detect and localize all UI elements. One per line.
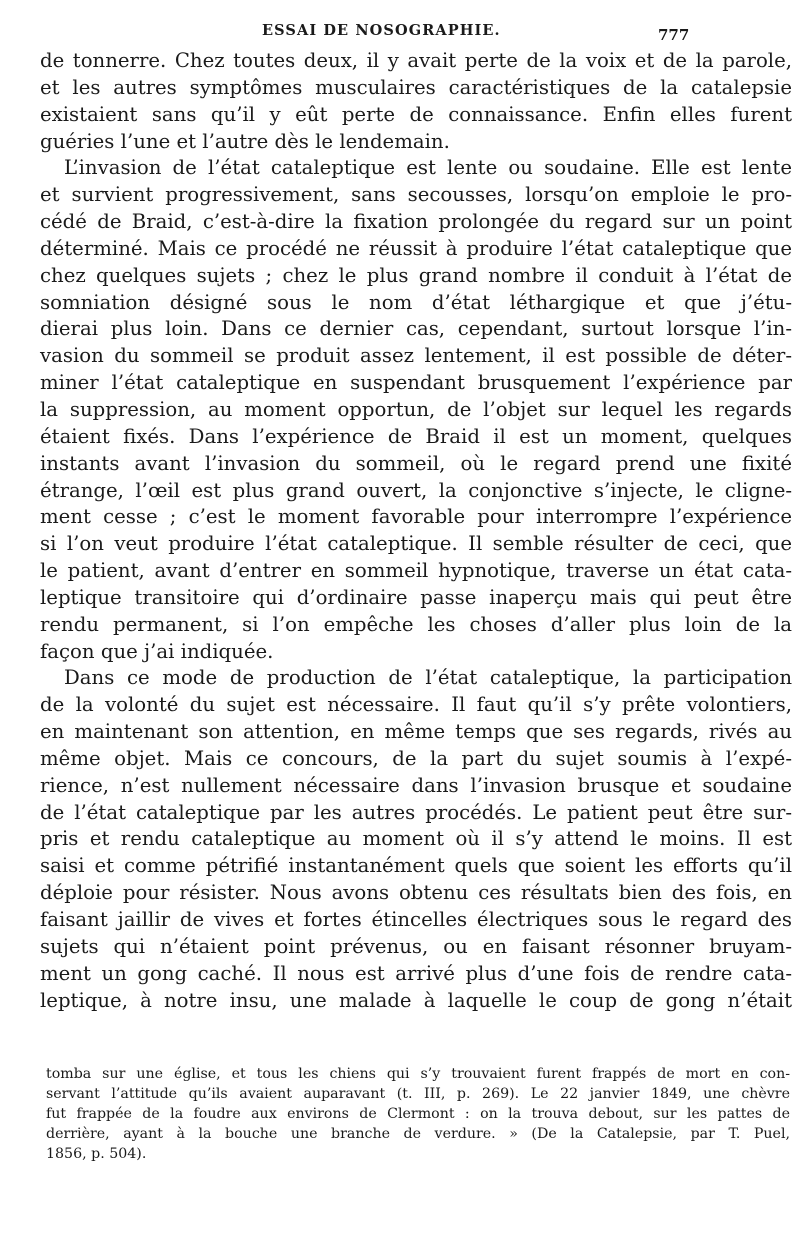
text-line: rience, n’est nullement nécessaire dans l’invasion brusque et soudaine	[40, 773, 792, 797]
text-line: même objet. Mais ce concours, de la part du sujet soumis à l’expé-	[40, 746, 792, 770]
text-line: déterminé. Mais ce procédé ne réussit à produire l’état cataleptique que	[40, 236, 792, 260]
text-line: leptique transitoire qui d’ordinaire passe inaperçu mais qui peut être	[40, 585, 792, 609]
text-line: Dans ce mode de production de l’état cataleptique, la participation	[64, 666, 792, 690]
running-title: ESSAI DE NOSOGRAPHIE.	[262, 22, 501, 39]
text-line: ment cesse ; c’est le moment favorable pour interrompre l’expérience	[40, 505, 792, 529]
page-number: 777	[658, 26, 690, 44]
footnote	[46, 1064, 790, 1164]
text-line: vasion du sommeil se produit assez lentement, il est possible de déter-	[40, 344, 792, 368]
text-line: façon que j’ai indiquée.	[40, 639, 274, 663]
text-line: sujets qui n’étaient point prévenus, ou en faisant résonner bruyam-	[40, 934, 792, 958]
text-line: guéries l’une et l’autre dès le lendemain.	[40, 129, 450, 153]
footnote-line: servant l’attitude qu’ils avaient auparavant (t. III, p. 269). Le 22 janvier 1849, une chèvre	[46, 1086, 790, 1102]
text-line: de tonnerre. Chez toutes deux, il y avait perte de la voix et de la parole,	[40, 49, 792, 72]
text-line: déploie pour résister. Nous avons obtenu ces résultats bien des fois, en	[40, 881, 792, 905]
text-line: et survient progressivement, sans secousses, lorsqu’on emploie le pro-	[40, 183, 792, 207]
footnote-line: derrière, ayant à la bouche une branche de verdure. » (De la Catalepsie, par T. Puel,	[46, 1126, 790, 1142]
text-line: ment un gong caché. Il nous est arrivé plus d’une fois de rendre cata-	[40, 961, 792, 985]
text-line: saisi et comme pétrifié instantanément quels que soient les efforts qu’il	[40, 854, 792, 878]
text-line: faisant jaillir de vives et fortes étincelles électriques sous le regard des	[40, 908, 792, 931]
text-line: leptique, à notre insu, une malade à laquelle le coup de gong n’était	[40, 988, 792, 1012]
text-line: chez quelques sujets ; chez le plus grand nombre il conduit à l’état de	[40, 263, 792, 287]
text-line: de l’état cataleptique par les autres procédés. Le patient peut être sur-	[40, 800, 792, 824]
main-text	[40, 48, 792, 1014]
text-line: étaient fixés. Dans l’expérience de Braid il est un moment, quelques	[40, 424, 792, 448]
text-line: pris et rendu cataleptique au moment où il s’y attend le moins. Il est	[40, 827, 792, 851]
text-line: L’invasion de l’état cataleptique est lente ou soudaine. Elle est lente	[64, 156, 792, 180]
text-line: la suppression, au moment opportun, de l’objet sur lequel les regards	[40, 397, 792, 421]
footnote-line: fut frappée de la foudre aux environs de Clermont : on la trouva debout, sur les pattes de	[46, 1106, 790, 1122]
text-line: de la volonté du sujet est nécessaire. Il faut qu’il s’y prête volontiers,	[40, 693, 792, 717]
text-line: en maintenant son attention, en même temps que ses regards, rivés au	[40, 720, 792, 744]
text-line: existaient sans qu’il y eût perte de connaissance. Enfin elles furent	[40, 102, 792, 126]
text-line: le patient, avant d’entrer en sommeil hypnotique, traverse un état cata-	[40, 559, 792, 583]
text-line: cédé de Braid, c’est-à-dire la fixation prolongée du regard sur un point	[40, 210, 792, 234]
text-line: si l’on veut produire l’état cataleptique. Il semble résulter de ceci, que	[40, 532, 792, 556]
page-header	[0, 22, 800, 46]
text-line: instants avant l’invasion du sommeil, où le regard prend une fixité	[40, 451, 792, 475]
text-line: dierai plus loin. Dans ce dernier cas, cependant, surtout lorsque l’in-	[40, 317, 792, 341]
footnote-line: tomba sur une église, et tous les chiens qui s’y trouvaient furent frappés de mort en con-	[46, 1066, 790, 1082]
text-line: étrange, l’œil est plus grand ouvert, la conjonctive s’injecte, le cligne-	[40, 478, 792, 502]
footnote-line: 1856, p. 504).	[46, 1146, 147, 1162]
text-line: et les autres symptômes musculaires caractéristiques de la catalepsie	[40, 75, 792, 99]
text-line: somniation désigné sous le nom d’état léthargique et que j’étu-	[40, 290, 792, 314]
text-line: rendu permanent, si l’on empêche les choses d’aller plus loin de la	[40, 612, 792, 636]
text-line: miner l’état cataleptique en suspendant brusquement l’expérience par	[40, 371, 792, 395]
